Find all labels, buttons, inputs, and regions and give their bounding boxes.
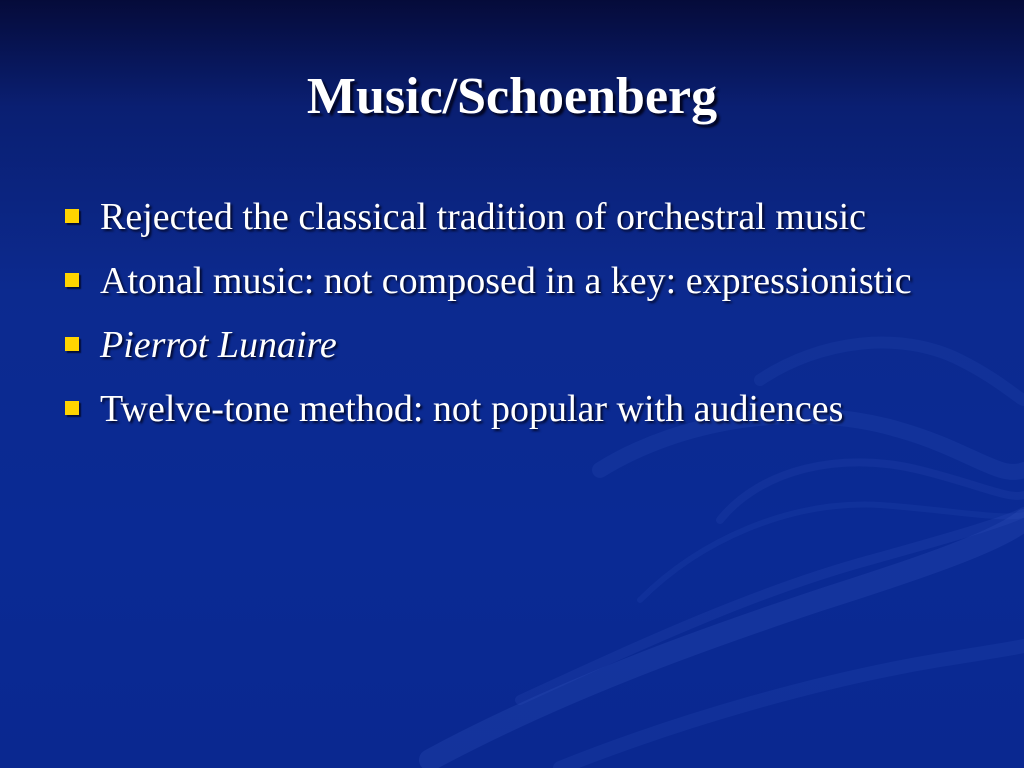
square-bullet-icon [65, 209, 79, 223]
bullet-item [60, 382, 920, 436]
bullet-item [60, 254, 920, 308]
bullet-text: Rejected the classical tradition of orchestral music [100, 196, 867, 238]
bullet-item [60, 190, 920, 244]
bullet-text: Twelve-tone method: not popular with audiences [100, 388, 844, 430]
square-bullet-icon [65, 337, 79, 351]
square-bullet-icon [65, 401, 79, 415]
bullet-item [60, 318, 920, 372]
bullet-text: Pierrot Lunaire [100, 324, 337, 366]
bullet-list [60, 190, 920, 446]
slide-title: Music/Schoenberg [306, 68, 718, 125]
bullet-text: Atonal music: not composed in a key: expressionistic [100, 260, 912, 302]
square-bullet-icon [65, 273, 79, 287]
